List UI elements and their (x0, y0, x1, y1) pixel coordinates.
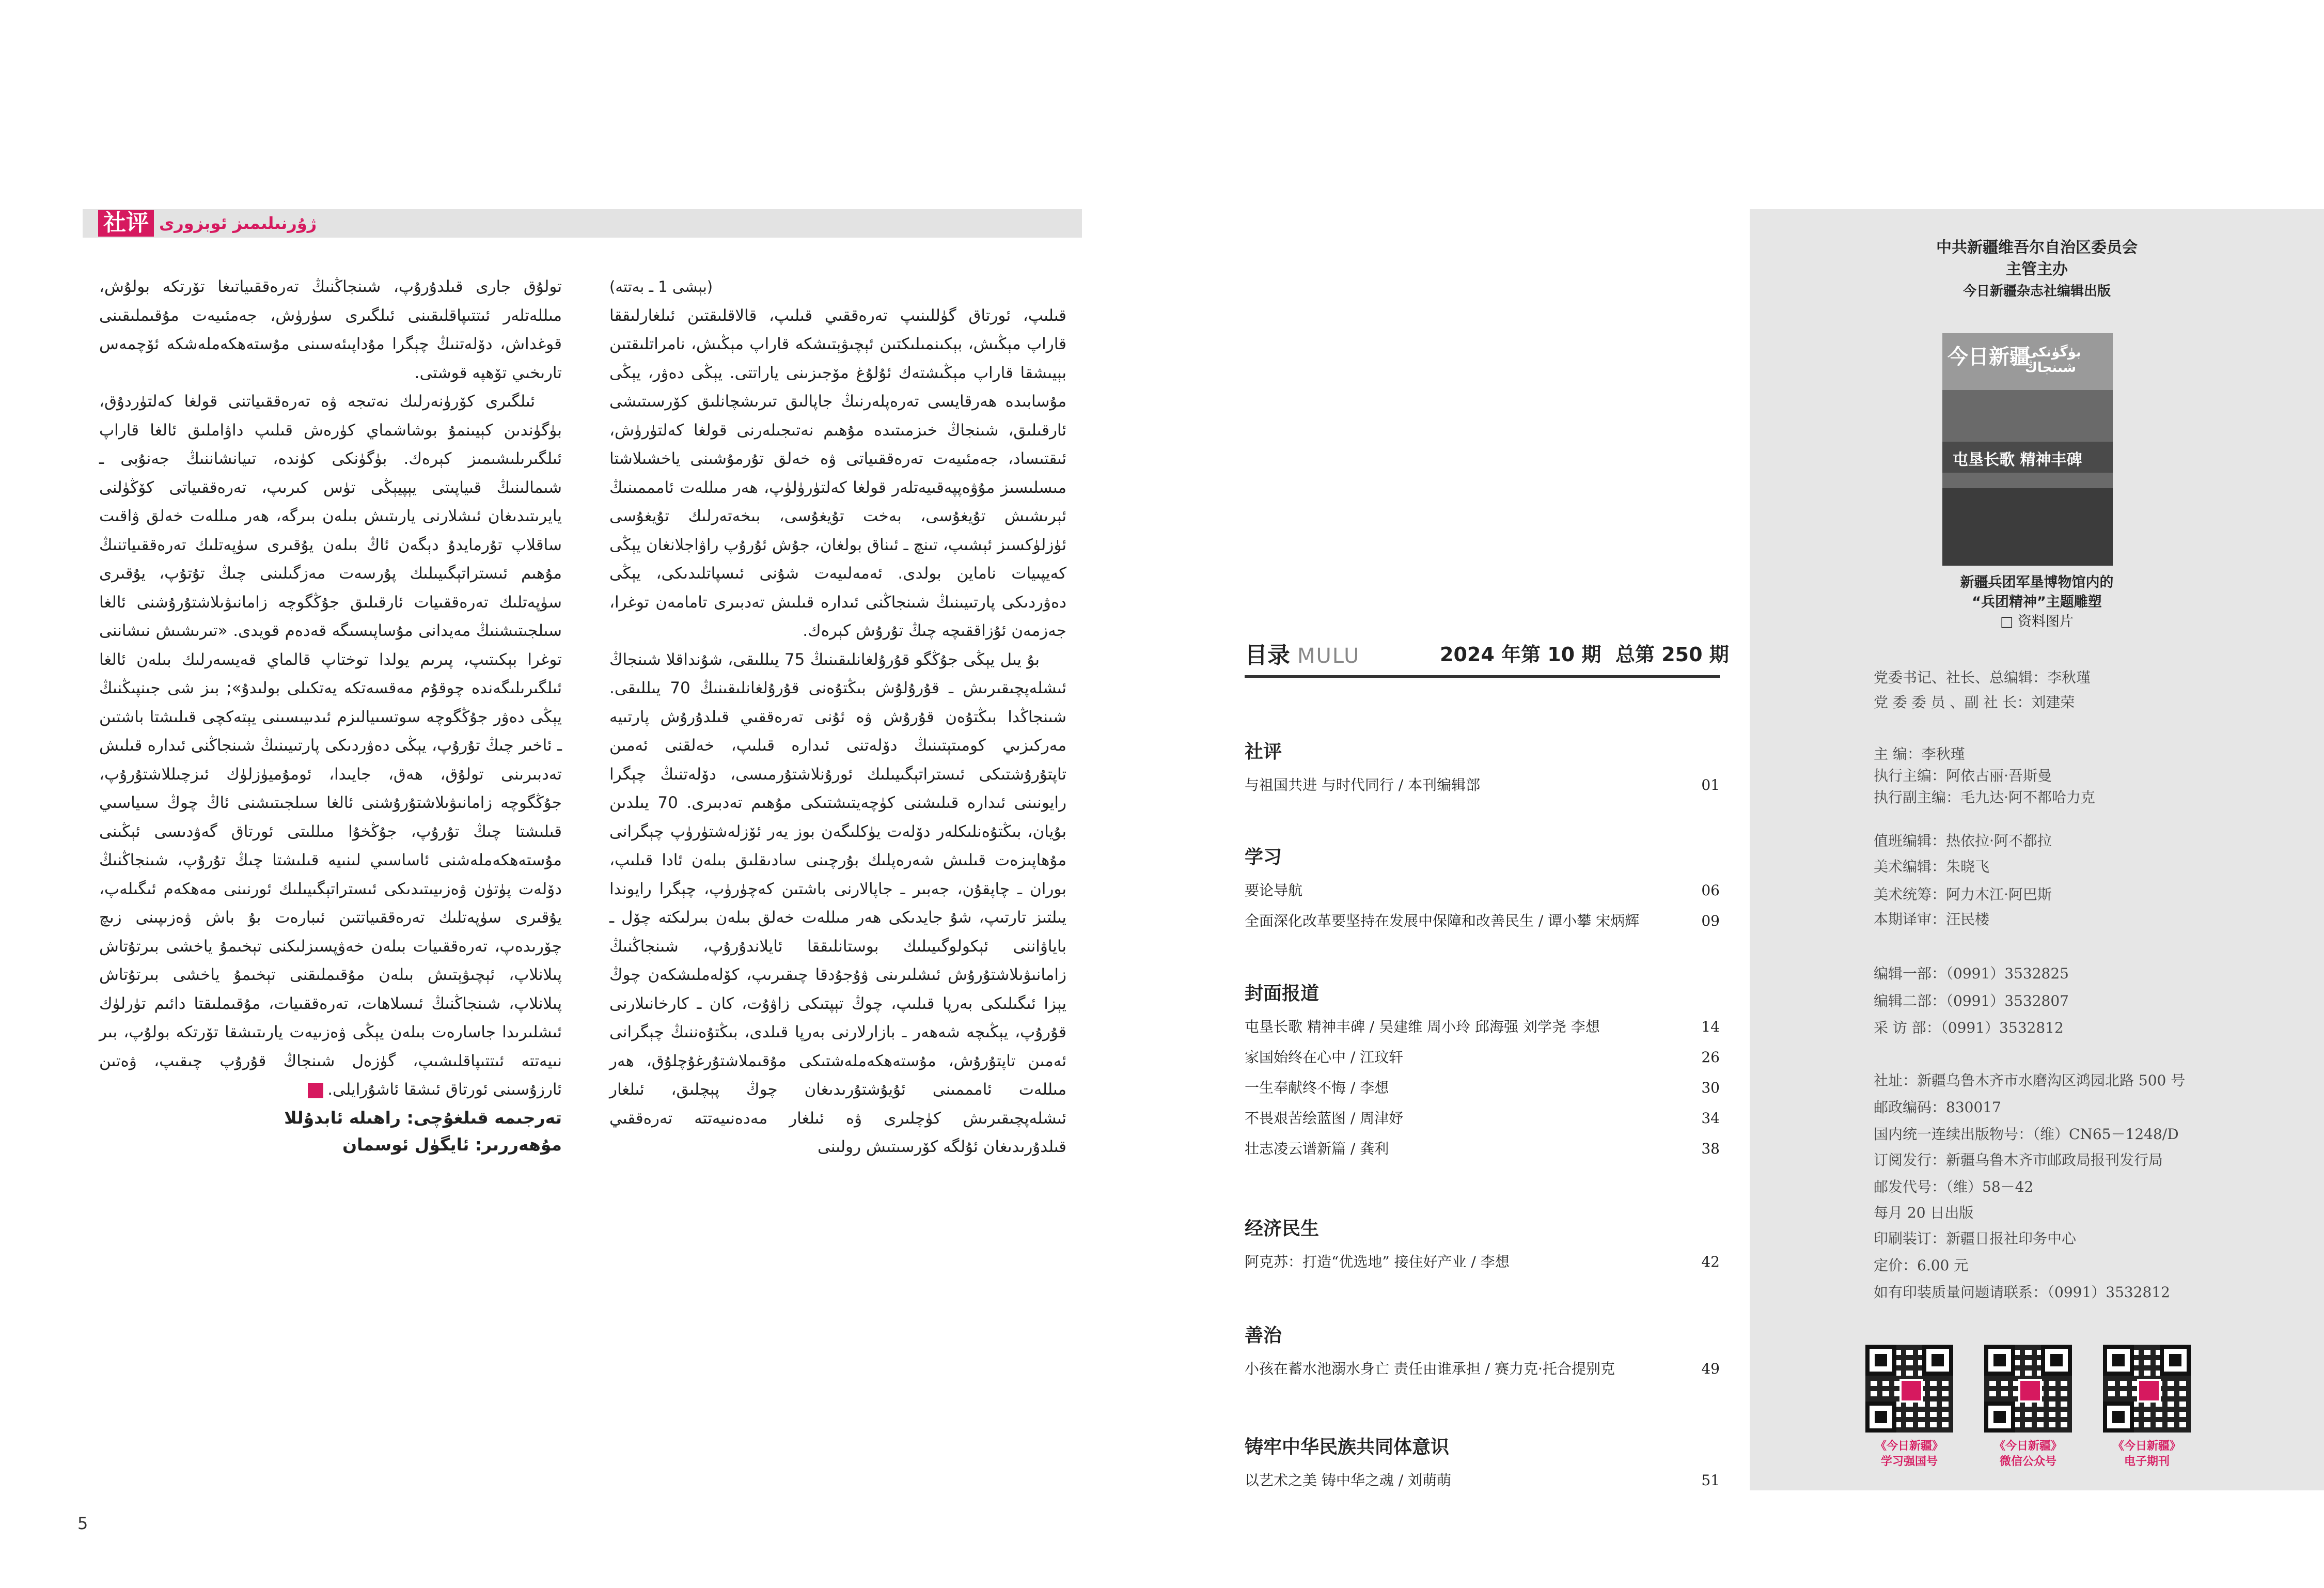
qr-finder-icon (1922, 1345, 1953, 1376)
staff-line: 主 编：李秋瑾 (1874, 745, 1965, 762)
paragraph: بۇ يىل يېڭى جۇڭگو قۇرۇلغانلىقىنىڭ 75 يىللىقى، شۇنداقلا شىنجاڭ ئىشلەپچىقىرىش ـ قۇرۇلۇش بىڭتۇەنى قۇرۇلغانلىقىنىڭ 70 يىللىقى. شىنجاڭدا بىڭتۇەن قۇرۇش ۋە ئۇنى تەرەققىي قىلدۇرۇش پارتىيە مەركىزىي كومىتېتىنىڭ دۆلەتنى ئىدارە قىلىپ، خەلقنى ئەمىن تاپتۇرۇشتىكى ئىستراتېگىيىلىك ئورۇنلاشتۇرمىسى، دۆلەتنىڭ چېگرا رايونىنى ئىدارە قىلىشنى كۈچەيتىشتىكى مۇھىم تەدبىرى. 70 يىلدىن بۇيان، بىڭتۇەنلىكلەر دۆلەت يۈكلىگەن بوز يەر ئۆزلەشتۈرۈپ چېگرانى مۇھاپىزەت قىلىش شەرەپلىك بۇرچىنى سادىقلىق بىلەن ئادا قىلىپ، بوران ـ چاپقۇن، جەبىر ـ جاپالارنى باشتىن كەچۈرۈپ، چېگرا رايوندا يىلتىز تارتىپ، شۇ جايدىكى ھەر مىللەت خەلق بىلەن بىرلىكتە چۆل ـ باياۋاننى ئېكولوگىيىلىك بوستانلىققا ئايلاندۇرۇپ، شىنجاڭنىڭ زامانىۋىلاشتۇرۇش ئىشلىرىنى ۋۇجۇدقا چىقىرىپ، كۆلەملىشكەن چوڭ يېزا ئىگىلىكى بەرپا قىلىپ، چوڭ تېپتىكى زاۋۇت، كان ـ كارخانىلارنى قۇرۇپ، يېڭىچە شەھەر ـ بازارلارنى بەرپا قىلدى، بىڭتۇەننىڭ چېگرانى ئەمىن تاپتۇرۇش، مۇستەھكەملەشتىكى مۇقىملاشتۇرغۇچلۇق، ھەر مىللەت ئامممىنى ئۇيۇشتۇرىدىغان چوڭ پېچلىق، ئىلغار ئىشلەپچىقىرىش كۈچلىرى ۋە ئىلغار مەدەنىيەتتە تەرەققىي قىلدۇرىدىغان ئۇلگە كۆرسىتىش رولىنى (609, 650, 1066, 1156)
toc-item-page: 09 (1701, 912, 1720, 929)
toc-item[interactable] (1245, 1103, 1720, 1133)
info-line: 定价：6.00 元 (1874, 1257, 1969, 1274)
qr-caption-sub: 微信公众号 (1999, 1455, 2056, 1468)
qr-finder-icon (1865, 1402, 1896, 1433)
toc-item[interactable] (1245, 1072, 1720, 1103)
info-line: 如有印装质量问题请联系：（0991）3532812 (1874, 1284, 2170, 1301)
toc-item-page: 34 (1701, 1110, 1720, 1127)
staff-line: 美术编辑：朱晓飞 (1874, 858, 1990, 875)
toc-item-title: 小孩在蓄水池溺水身亡 责任由谁承担 / 赛力克·托合提别克 (1245, 1360, 1615, 1377)
qr-finder-icon (2160, 1345, 2191, 1376)
qr-caption-name: 《今日新疆》 (2112, 1440, 2181, 1453)
info-line: 国内统一连续出版物号：（维）CN65－1248/D (1874, 1126, 2179, 1143)
section-tag-cn: 社评 (98, 210, 154, 237)
toc-section (1245, 845, 1720, 936)
paragraph-text: ئىلگىرى كۆرۈنەرلىك نەتىجە ۋە تەرەققىياتنى قولغا كەلتۈردۇق، بۈگۈندىن كېيىنمۇ بوشاشماي كۈرەش قىلىپ داۋاملىق ئالغا قاراپ ئىلگىرىلىشىمىز كېرەك. بۈگۈنكى كۈندە، تىيانشاننىڭ جەنۇبى ـ شىمالىنىڭ قىياپىتى يېپيېڭى تۈس كىرىپ، تەرەققىياتى كۆڭۈلنى يايرىتىدىغان ئىشلارنى يارىتىش بىلەن بىرگە، ھەر مىللەت خەلق ۋاقىت ساقلاپ تۇرمايدۇ دېگەن ئاڭ بىلەن يۇقىرى سۈپەتلىك تەرەققىياتنىڭ مۇھىم ئىستراتېگىيىلىك پۇرسەت مەزگىلىنى چىڭ تۇتۇپ، يۇقىرى سۈپەتلىك تەرەققىيات ئارقىلىق جۇڭگوچە زامانىۋىلاشتۇرۇشنى ئالغا سىلجىتىشنىڭ مەيدانى مۇساپىسىگە قەدەم قويدى. «تىرىشىش نىشاننى توغرا بېكىتىپ، پىرىم يولدا توختاپ قالماي قەيسەرلىك بىلەن ئالغا ئىلگىرىلىگەندە چوقۇم مەقسەتكە يەتكىلى بولىدۇ»; بىز شى جىنپىڭنىڭ يېڭى دەۋر جۇڭگوچە سوتسىيالىزم ئىدىيىسىنى يېتەكچى قىلىشتا باشتىن ـ ئاخىر چىڭ تۇرۇپ، يېڭى دەۋردىكى پارتىيىنىڭ شىنجاڭنى ئىدارە قىلىش تەدبىرىنى تولۇق، ھەق، جايىدا، ئومۇميۈزلۈك ئىزچىللاشتۇرۇپ، جۇڭگوچە زامانىۋىلاشتۇرۇشنى ئالغا سىلجىتىشنى ئاڭ چوڭ سىياسىي قىلىشتا چىڭ تۇرۇپ، جۇڭخۇا مىللىتى ئورتاق گەۋدىسى ئېڭىنى مۇستەھكەملەشنى ئاساسىي لىنىيە قىلىشتا چىڭ تۇرۇپ، شىنجاڭنىڭ دۆلەت پۈتۈن ۋەزىيىتىدىكى ئىستراتېگىيىلىك ئورنىنى مەھكەم ئىگىلەپ، يۇقىرى سۈپەتلىك تەرەققىياتتىن ئىبارەت بۇ باش ۋەزىپىنى زىچ چۆرىدەپ، تەرەققىيات بىلەن خەۋپسىزلىكنى تېخىمۇ ياخشى بىرتۇتاش پىلانلاپ، ئېچىۋېتىش بىلەن مۇقىملىقنى تېخىمۇ ياخشى بىرتۇتاش پىلانلاپ، شىنجاڭنىڭ ئىسلاھات، تەرەققىيات، مۇقىملىقتا دائىم تۈرلۈك ئىشلىرىدا جاسارەت بىلەن يېڭى ۋەزىيەت يارىتىشقا تۆرتكە بولۇپ، بىر نىيەتتە ئىتتىپاقلىشىپ، گۈزەل شىنجاڭ قۇرۇپ چىقىپ، ۋەتىن ئارزۇسىنى ئورتاق ئىشقا ئاشۇرايلى. (99, 392, 562, 1099)
toc-section (1245, 1435, 1720, 1496)
qr-finder-icon (1984, 1345, 2015, 1376)
toc-item-title: 与祖国共进 与时代同行 / 本刊编辑部 (1245, 776, 1481, 793)
info-line: 每月 20 日出版 (1874, 1204, 1974, 1221)
translator-credit: تەرجىمە قىلغۇچى: راھىلە ئابدۇللا (284, 1107, 562, 1128)
page-number: 5 (77, 1514, 88, 1533)
cover-logo: 今日新疆 (1948, 345, 2030, 369)
toc-item-page: 49 (1701, 1360, 1720, 1377)
paragraph: تولۇق جارى قىلدۇرۇپ، شىنجاڭنىڭ تەرەققىياتىغا تۆرتكە بولۇش، مىللەتلەر ئىتتىپاقلىقىنى ئىلگىرى سۈرۈش، جەمئىيەت مۇقىملىقىنى قوغداش، دۆلەتنىڭ چېگرا مۇداپىئەسىنى مۇستەھكەملەشكە ئۆچمەس تارىخىي تۆھپە قوشتى. (99, 277, 562, 382)
info-line: 邮发代号：（维）58－42 (1874, 1178, 2034, 1195)
staff-line: 值班编辑：热依拉·阿不都拉 (1874, 832, 2052, 849)
contents-title-cn: 目录 (1245, 642, 1290, 668)
qr-caption-sub: 学习强国号 (1880, 1455, 1938, 1468)
toc-section (1245, 1324, 1720, 1384)
toc-item-title: 家国始终在心中 / 江玟轩 (1245, 1049, 1404, 1066)
staff-line: 执行副主编：毛九达·阿不都哈力克 (1874, 789, 2095, 806)
qr-logo-icon (2137, 1379, 2161, 1403)
issue-number: 2024 年第 10 期 (1440, 643, 1601, 666)
toc-item-title: 阿克苏：打造“优选地” 接住好产业 / 李想 (1245, 1253, 1510, 1270)
qr-caption-sub: 电子期刊 (2124, 1455, 2170, 1468)
toc-item-page: 01 (1701, 776, 1720, 793)
staff-line: 执行主编：阿依古丽·吾斯曼 (1874, 767, 2052, 784)
qr-code-xuexi[interactable] (1865, 1345, 1953, 1433)
toc-item-title: 屯垦长歌 精神丰碑 / 吴建维 周小玲 邱海强 刘学尧 李想 (1245, 1018, 1600, 1035)
qr-logo-icon (2018, 1379, 2042, 1403)
staff-line: 本期译审：汪民楼 (1874, 911, 1990, 928)
toc-item-page: 38 (1701, 1140, 1720, 1157)
contents-divider (1245, 675, 1720, 678)
toc-section-heading: 铸牢中华民族共同体意识 (1245, 1437, 1450, 1458)
qr-finder-icon (2103, 1345, 2134, 1376)
qr-finder-icon (2103, 1402, 2134, 1433)
qr-finder-icon (2041, 1345, 2072, 1376)
toc-item-page: 42 (1701, 1253, 1720, 1270)
org-line: 主管主办 (2006, 260, 2068, 278)
toc-item[interactable] (1245, 1247, 1720, 1277)
toc-item[interactable] (1245, 770, 1720, 800)
contents-title-pinyin: MULU (1297, 644, 1360, 668)
section-tag (98, 210, 317, 237)
cover-thumbnail[interactable] (1942, 333, 2113, 566)
org-line: 中共新疆维吾尔自治区委员会 (1936, 239, 2138, 257)
staff-line: 美术统筹：阿力木江·阿巴斯 (1874, 886, 2052, 903)
paragraph (99, 387, 562, 1104)
qr-caption (1976, 1439, 2080, 1470)
toc-item[interactable] (1245, 1011, 1720, 1042)
toc-item-title: 一生奉献终不悔 / 李想 (1245, 1079, 1389, 1096)
toc-item-page: 06 (1701, 882, 1720, 899)
toc-item[interactable] (1245, 875, 1720, 906)
continued-note: (بېشى 1 ـ بەتتە) (609, 278, 713, 295)
section-tag-ug: ژۇرنىلىمىز ئوبزورى (159, 213, 317, 233)
qr-finder-icon (1984, 1402, 2015, 1433)
info-line: 社址：新疆乌鲁木齐市水磨沟区鸿园北路 500 号 (1874, 1072, 2186, 1089)
qr-caption (2095, 1439, 2199, 1470)
phone-line: 采 访 部：（0991）3532812 (1874, 1019, 2064, 1036)
toc-item[interactable] (1245, 1042, 1720, 1072)
cover-logo-ug: بۈگۈنكى شىنجاڭ (2025, 345, 2081, 376)
contents-title (1245, 636, 1360, 670)
article-column-left (99, 273, 562, 1158)
phone-line: 编辑一部：（0991）3532825 (1874, 965, 2069, 982)
toc-item[interactable] (1245, 906, 1720, 936)
cover-headline: 屯垦长歌 精神丰碑 (1953, 451, 2082, 469)
toc-item-title: 要论导航 (1245, 882, 1303, 899)
qr-logo-icon (1899, 1379, 1923, 1403)
cover-sculpture-image (1942, 488, 2113, 566)
toc-item-page: 26 (1701, 1049, 1720, 1066)
info-line: 订阅发行：新疆乌鲁木齐市邮政局报刊发行局 (1874, 1151, 2163, 1169)
info-line: 邮政编码：830017 (1874, 1099, 2001, 1116)
toc-item[interactable] (1245, 1353, 1720, 1384)
org-line: 今日新疆杂志社编辑出版 (1962, 284, 2111, 299)
toc-section (1245, 1217, 1720, 1277)
toc-item-title: 壮志凌云谱新篇 / 龚利 (1245, 1140, 1389, 1157)
toc-item-title: 以艺术之美 铸中华之魂 / 刘萌萌 (1245, 1472, 1452, 1489)
end-mark-icon: ◢ (308, 1083, 323, 1098)
toc-item[interactable] (1245, 1133, 1720, 1164)
toc-section-heading: 社评 (1245, 741, 1282, 762)
toc-item-page: 14 (1701, 1018, 1720, 1035)
qr-caption (1858, 1439, 1961, 1470)
info-line: 印刷装订：新疆日报社印务中心 (1874, 1230, 2077, 1247)
qr-code-wechat[interactable] (1984, 1345, 2072, 1433)
qr-code-emagazine[interactable] (2103, 1345, 2191, 1433)
qr-caption-name: 《今日新疆》 (1875, 1440, 1943, 1453)
toc-section-heading: 经济民生 (1245, 1218, 1320, 1239)
staff-line: 党委书记、社长、总编辑：李秋瑾 (1874, 669, 2091, 686)
editor-credit: مۇھەررىر: ئايگۈل ئوسمان (342, 1134, 562, 1155)
cover-caption: 新疆兵团军垦博物馆内的 (1960, 574, 2114, 590)
paragraph: قىلىپ، ئورتاق گۈللىنىپ تەرەققىي قىلىپ، قالاقلىقتىن ئىلغارلىققا قاراپ مېڭىش، بېكىنمىلىكتىن ئېچىۋېتىشكە قاراپ مېڭىش، نامراتلىقتىن بېيىشقا قاراپ مېڭىشتەك ئۇلۇغ مۆجىزىنى ياراتتى. يېڭى دەۋر، يېڭى مۇسابىدە ھەرقايسى تەرەپلەرنىڭ جاپالىق تىرىشچانلىق كۆرسىتىشى ئارقىلىق، شىنجاڭ خىزمىتىدە مۇھىم نەتىجىلەرنى قولغا كەلتۈرۈش، ئىقتىساد، جەمئىيەت تەرەققىياتى ۋە خەلق تۇرمۇشىنى ياخشىلاشتا مىسلىسىز مۇۋەپپەقىيەتلەر قولغا كەلتۈرۈلۈپ، ھەر مىللەت ئامممىنىڭ ئېرىشىش تۇيغۇسى، بەخت تۇيغۇسى، بىخەتەرلىك تۇيغۇسى ئۈزلۈكسىز ئېشىپ، تىنچ ـ ئىناق بولغان، جۇش ئۇرۇپ راۋاجلانغان يېڭى كەيپىيات ناماين بولدى. ئەمەلىيەت شۇنى ئىسپاتلىدىكى، يېڭى دەۋردىكى پارتىيىنىڭ شىنجاڭنى ئىدارە قىلىش تەدبىرى تامامەن توغرا، جەزمەن ئۇزاققىچە چىڭ تۇرۇش كېرەك. (609, 306, 1066, 640)
cover-caption: “兵团精神”主题雕塑 (1972, 594, 2102, 610)
total-issue-number: 总第 250 期 (1615, 643, 1729, 666)
toc-section-heading: 封面报道 (1245, 983, 1320, 1004)
staff-line: 党 委 委 员 、副 社 长：刘建荣 (1874, 694, 2075, 711)
cover-caption: □ 资料图片 (2000, 614, 2074, 630)
toc-item-title: 不畏艰苦绘蓝图 / 周津妤 (1245, 1110, 1404, 1127)
toc-item-title: 全面深化改革要坚持在发展中保障和改善民生 / 谭小攀 宋炳辉 (1245, 912, 1640, 929)
qr-caption-name: 《今日新疆》 (1993, 1440, 2062, 1453)
toc-section-heading: 学习 (1245, 847, 1282, 868)
article-column-right (609, 273, 1066, 1162)
toc-item[interactable] (1245, 1465, 1720, 1496)
toc-item-page: 30 (1701, 1079, 1720, 1096)
toc-section (1245, 740, 1720, 800)
toc-section-heading: 善治 (1245, 1325, 1282, 1346)
qr-finder-icon (1865, 1345, 1896, 1376)
phone-line: 编辑二部：（0991）3532807 (1874, 992, 2069, 1009)
toc-section (1245, 982, 1720, 1164)
toc-item-page: 51 (1701, 1472, 1720, 1489)
